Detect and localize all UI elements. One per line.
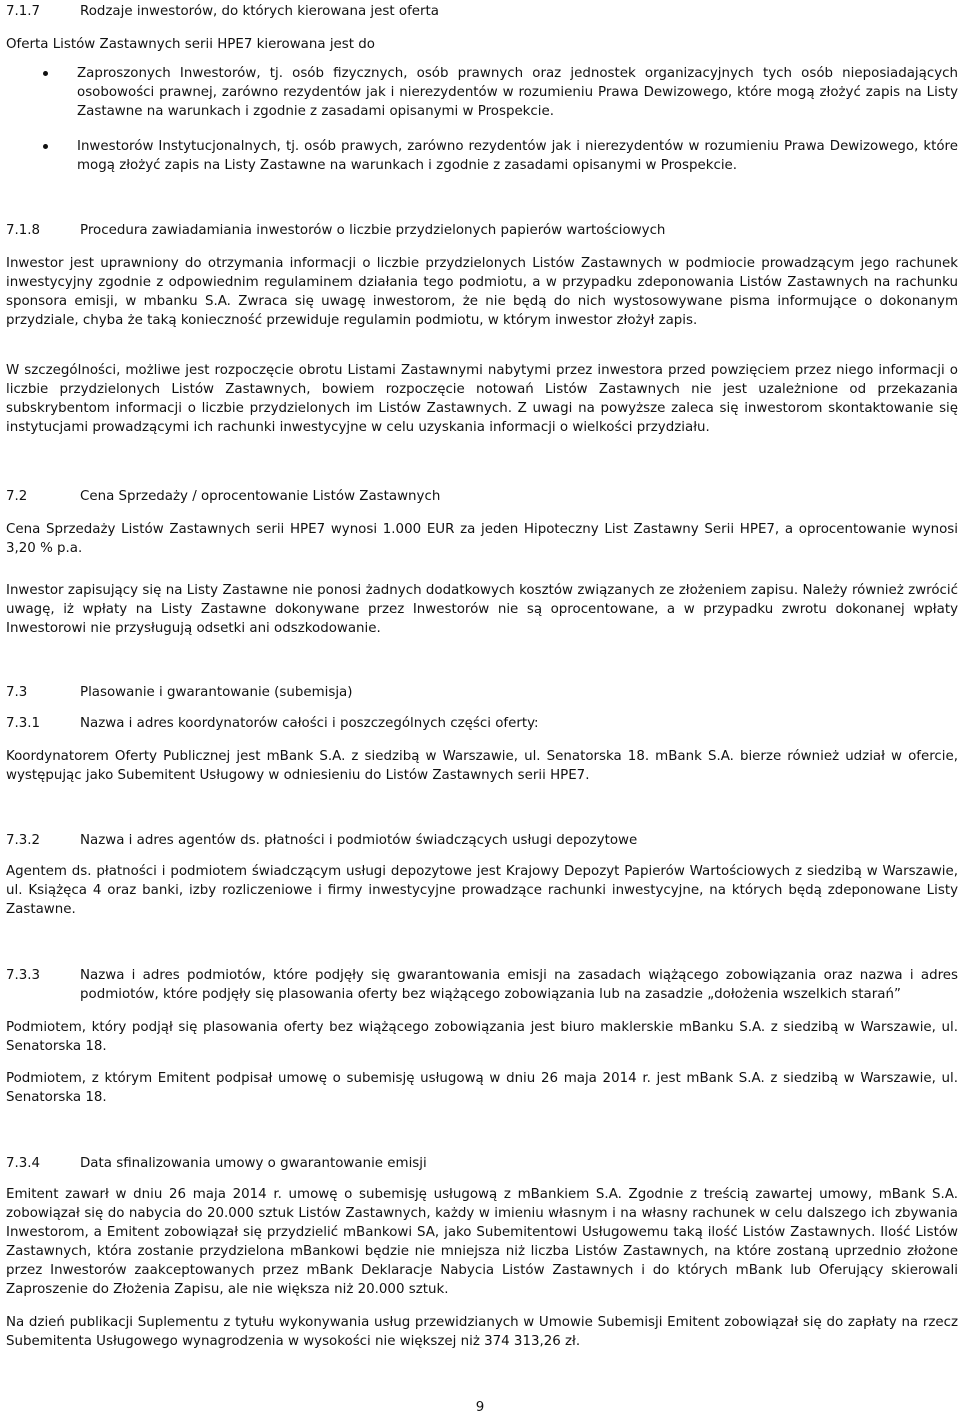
section-7-3-4 — [6, 1154, 958, 1173]
section-number: 7.3.3 — [6, 968, 41, 983]
paragraph: Podmiotem, z którym Emitent podpisał umowę o subemisję usługową w dniu 26 maja 2014 r. jest mBank S.A. z siedzibą w Warszawie, ul. Senatorska 18. — [6, 1071, 958, 1105]
section-heading — [6, 221, 958, 240]
section-7-3-3 — [6, 966, 958, 1004]
paragraph: W szczególności, możliwe jest rozpoczęcie obrotu Listami Zastawnymi nabytymi przez inwestora przed powzięciem przez niego informacji o liczbie przydzielonych Listów Zastawnych, bowiem rozpoczęcie notowań Listów Zastawnych nie jest uzależnione od przekazania subskrybentom informacji o liczbie przydzielonych im Listów Zastawnych. Z uwagi na powyższe zaleca się inwestorom skontaktowanie się instytucjami prowadzącymi ich rachunki inwestycyjne w celu uzyskania informacji o wielkości przydziału. — [6, 363, 958, 435]
price-paragraph — [6, 520, 958, 558]
section-number: 7.3 — [6, 685, 28, 700]
notification-paragraph-2 — [6, 361, 958, 437]
paragraph: Cena Sprzedaży Listów Zastawnych serii HPE7 wynosi 1.000 EUR za jeden Hipoteczny List Zastawny Serii HPE7, a oprocentowanie wynosi 3,20 % p.a. — [6, 522, 958, 556]
section-heading — [6, 487, 958, 506]
bullet-icon — [43, 144, 48, 149]
section-number: 7.3.1 — [6, 716, 41, 731]
paragraph: Emitent zawarł w dniu 26 maja 2014 r. umowę o subemisję usługową z mBankiem S.A. Zgodnie z treścią zawartej umowy, mBank S.A. zobowiązał się do nabycia do 20.000 sztuk Listów Zastawnych, każdy w imieniu własnym i na własny rachunek w celu dalszego ich zbywania Inwestorom, a Emitent zobowiązał się przydzielić mBankowi SA, jako Subemitentowi Usługowemu taką ilość Listów Zastawnych. Ilość Listów Zastawnych, która zostanie przydzielona mBankowi będzie nie mniejsza niż liczba Listów Zastawnych, na które zostaną uprzednio złożone przez Inwestorów zaakceptowanych przez mBank Deklaracje Nabycia Listów Zastawnych i do których mBank lub Oferujący skierowali Zaproszenie do Złożenia Zapisu, ale nie większa niż 20.000 sztuk. — [6, 1187, 958, 1297]
placement-paragraph — [6, 1018, 958, 1056]
section-title: Data sfinalizowania umowy o gwarantowanie emisji — [80, 1156, 427, 1171]
section-title: Nazwa i adres agentów ds. płatności i podmiotów świadczących usługi depozytowe — [80, 833, 638, 848]
section-7-3 — [6, 683, 958, 702]
section-title: Cena Sprzedaży / oprocentowanie Listów Zastawnych — [80, 489, 441, 504]
offer-intro — [6, 35, 958, 54]
section-title: Plasowanie i gwarantowanie (subemisja) — [80, 685, 353, 700]
underwriting-paragraph — [6, 1069, 958, 1107]
section-heading — [6, 2, 958, 21]
section-title: Nazwa i adres koordynatorów całości i poszczególnych części oferty: — [80, 716, 539, 731]
paragraph: Koordynatorem Oferty Publicznej jest mBank S.A. z siedzibą w Warszawie, ul. Senatorska 18. mBank S.A. bierze również udział w ofercie, występując jako Subemitent Usługowy w odniesieniu do Listów Zastawnych serii HPE7. — [6, 749, 958, 783]
payment-agent-paragraph — [6, 862, 958, 919]
section-heading — [6, 831, 958, 850]
section-7-3-2 — [6, 831, 958, 850]
section-number: 7.3.2 — [6, 833, 41, 848]
page-number: 9 — [475, 1400, 485, 1415]
section-heading — [6, 1154, 958, 1173]
paragraph: Na dzień publikacji Suplementu z tytułu wykonywania usług przewidzianych w Umowie Subemisji Emitent zobowiązał się do zapłaty na rzecz Subemitenta Usługowego wynagrodzenia w wysokości nie większej niż 374 313,26 zł. — [6, 1315, 958, 1349]
fee-paragraph — [6, 1313, 958, 1351]
paragraph: Inwestor zapisujący się na Listy Zastawne nie ponosi żadnych dodatkowych kosztów związanych ze złożeniem zapisu. Należy również zwrócić uwagę, iż wpłaty na Listy Zastawne dokonywane przez Inwestorów nie są oprocentowane, a w przypadku zwrotu dokonanej wpłaty Inwestorowi nie przysługują odsetki ani odszkodowanie. — [6, 583, 958, 636]
costs-paragraph — [6, 581, 958, 638]
section-heading — [6, 966, 958, 1004]
coordinator-paragraph — [6, 747, 958, 785]
list-item-text: Inwestorów Instytucjonalnych, tj. osób prawych, zarówno rezydentów jak i nierezydentów w rozumieniu Prawa Dewizowego, które mogą złożyć zapis na Listy Zastawne na warunkach i zgodnie z zasadami opisanymi w Prospekcie. — [77, 139, 958, 173]
notification-paragraph-1 — [6, 254, 958, 330]
list-item — [6, 64, 958, 121]
section-number: 7.1.8 — [6, 223, 41, 238]
section-heading — [6, 683, 958, 702]
section-number: 7.2 — [6, 489, 28, 504]
list-item-text: Zaproszonych Inwestorów, tj. osób fizycznych, osób prawnych oraz jednostek organizacyjnych tych osób nieposiadających osobowości prawnej, zarówno rezydentów jak i nierezydentów w rozumieniu Prawa Dewizowego, które mogą złożyć zapis na Listy Zastawne na warunkach i zgodnie z zasadami opisanymi w Prospekcie. — [77, 66, 958, 119]
paragraph: Oferta Listów Zastawnych serii HPE7 kierowana jest do — [6, 37, 375, 52]
list-item — [6, 137, 958, 175]
agreement-paragraph — [6, 1185, 958, 1299]
section-number: 7.3.4 — [6, 1156, 41, 1171]
section-title: Nazwa i adres podmiotów, które podjęły się gwarantowania emisji na zasadach wiążącego zobowiązania oraz nazwa i adres podmiotów, które podjęły się plasowania oferty bez wiążącego zobowiązania lub na zasadzie „dołożenia wszelkich starań” — [80, 968, 958, 1002]
paragraph: Inwestor jest uprawniony do otrzymania informacji o liczbie przydzielonych Listów Zastawnych w podmiocie prowadzącym jego rachunek inwestycyjny zgodnie z odpowiednim regulaminem działania tego podmiotu, a w przypadku zdeponowania Listów Zastawnych na rachunku sponsora emisji, w mbanku S.A. Zwraca się uwagę inwestorom, że nie będą do nich wystosowywane pisma informujące o dokonanym przydziale, chyba że taką konieczność przewiduje regulamin podmiotu, w którym inwestor złożył zapis. — [6, 256, 958, 328]
section-7-2 — [6, 487, 958, 506]
section-heading — [6, 714, 958, 733]
paragraph: Podmiotem, który podjął się plasowania oferty bez wiążącego zobowiązania jest biuro maklerskie mBanku S.A. z siedzibą w Warszawie, ul. Senatorska 18. — [6, 1020, 958, 1054]
paragraph: Agentem ds. płatności i podmiotem świadczącym usługi depozytowe jest Krajowy Depozyt Papierów Wartościowych z siedzibą w Warszawie, ul. Książęca 4 oraz banki, izby rozliczeniowe i firmy inwestycyjne prowadzące rachunki inwestycyjne, na których będą zdeponowane Listy Zastawne. — [6, 864, 958, 917]
section-7-1-8 — [6, 221, 958, 240]
section-7-3-1 — [6, 714, 958, 733]
bullet-icon — [43, 71, 48, 76]
section-title: Procedura zawiadamiania inwestorów o liczbie przydzielonych papierów wartościowych — [80, 223, 666, 238]
section-7-1-7 — [6, 2, 958, 21]
section-title: Rodzaje inwestorów, do których kierowana jest oferta — [80, 4, 439, 19]
section-number: 7.1.7 — [6, 4, 41, 19]
investor-list — [6, 64, 958, 175]
